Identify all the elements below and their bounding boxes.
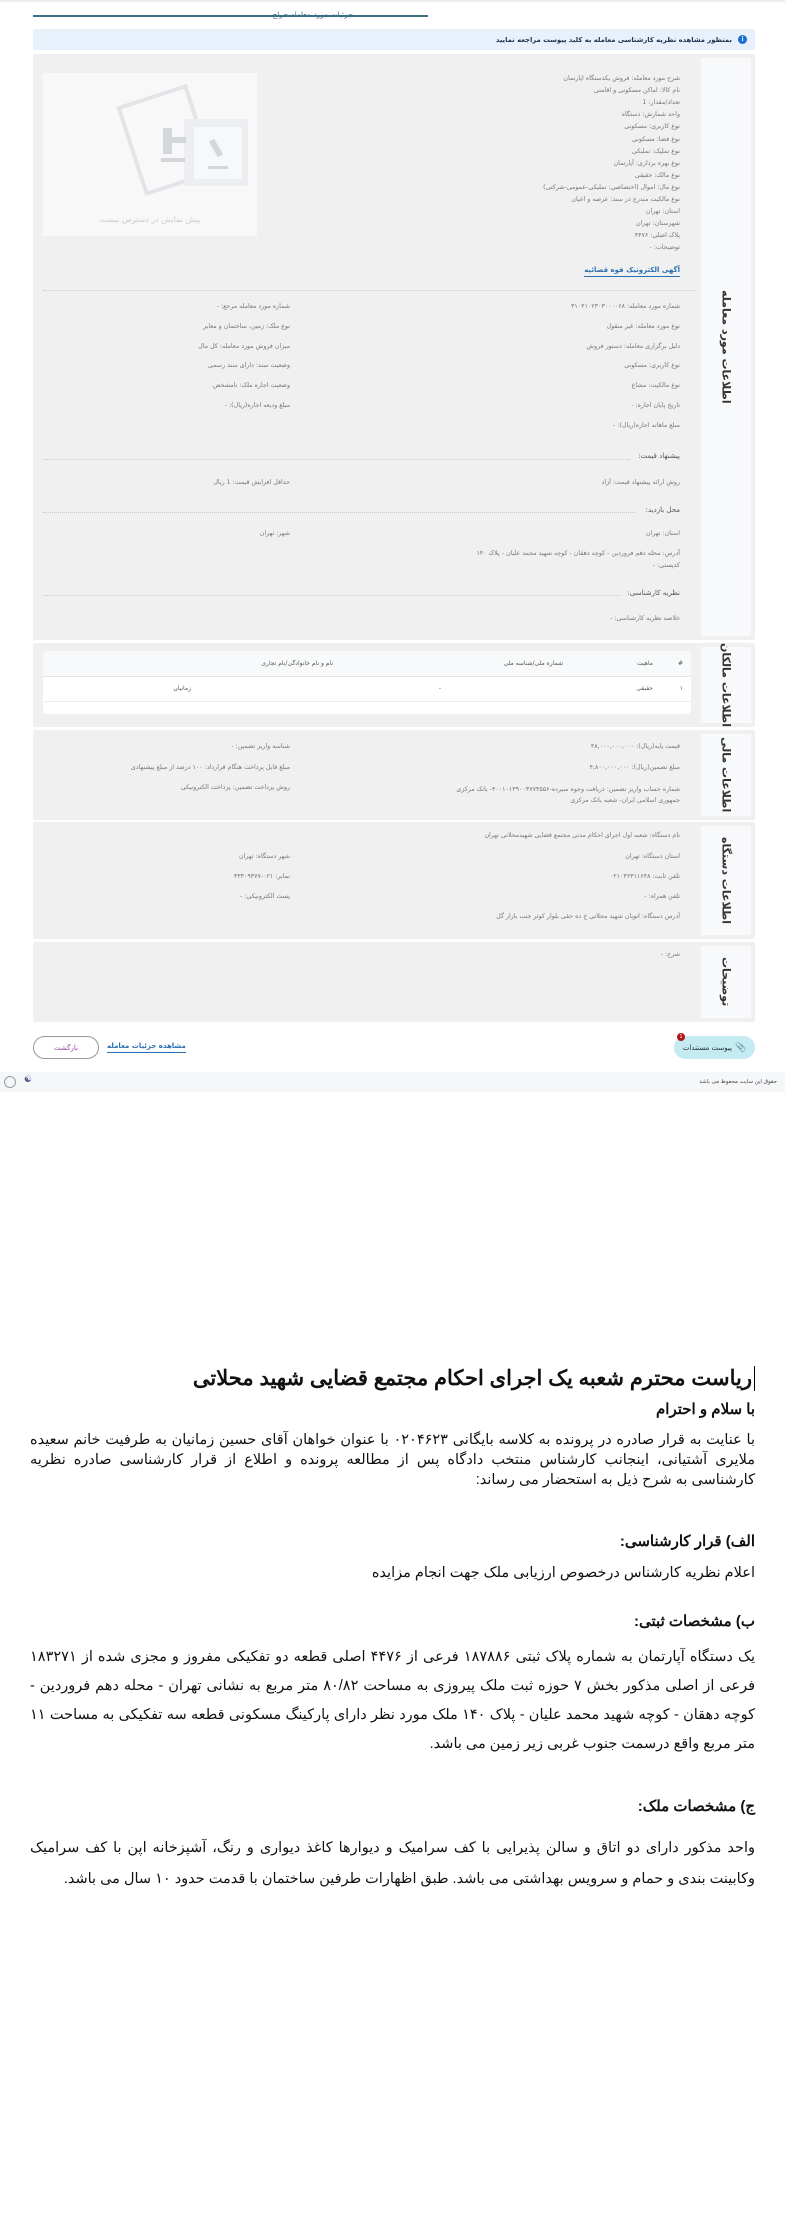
section-description xyxy=(33,942,755,1022)
col-name: نام و نام خانوادگی/نام تجاری xyxy=(43,651,341,676)
field-item: نوع مالک: حقیقی xyxy=(634,171,680,179)
table-row xyxy=(43,676,691,701)
field-item: نوع مالکیت: مشاع xyxy=(631,382,680,390)
field-item: نوع کاربری: مسکونی xyxy=(624,362,680,370)
attachments-count-badge: 1 xyxy=(677,1033,685,1041)
device-email: پست الکترونیکی: - xyxy=(240,893,290,900)
copyright-text: حقوق این سایت محفوظ می باشد xyxy=(699,1079,777,1085)
preview-placeholder xyxy=(43,73,257,236)
section-title: اطلاعات مالی xyxy=(719,737,733,813)
field-item: شرح مورد معامله: فروش یکدستگاه اپارتمان xyxy=(563,75,680,82)
guarantee-payment-method: روش پرداخت تضمین: پرداخت الکترونیکی xyxy=(180,784,290,791)
cell-index: ۱ xyxy=(661,676,691,701)
deal-details-link[interactable]: مشاهده جزئیات معامله xyxy=(107,1042,186,1053)
field-item: نوع مالکیت مندرج در سند: عرصه و اعیان xyxy=(571,196,680,203)
field-item: نوع مال: اموال (اختصاصی: تملیکی-عمومی-شرکتی) xyxy=(543,183,680,191)
expert-heading: نظریه کارشناسی: xyxy=(627,589,680,597)
min-increase: حداقل افزایش قیمت: 1 ریال xyxy=(213,479,290,486)
cell-type: حقیقی xyxy=(571,676,661,701)
attachments-label: پیوست مستندات xyxy=(682,1043,732,1052)
guarantee-amount: مبلغ تضمین(ریال): ۴,۸۰۰,۰۰۰,۰۰۰ xyxy=(589,764,680,771)
field-item: تعداد/مقدار: 1 xyxy=(642,99,680,107)
field-item: نوع تملیک: تملیکی xyxy=(631,147,680,155)
section-label xyxy=(701,643,751,727)
field-item: وضعیت سند: دارای سند رسمی xyxy=(207,362,290,370)
document-greeting: با سلام و احترام xyxy=(656,1401,755,1418)
footer xyxy=(0,1072,785,1092)
field-item: شماره مورد معامله مرجع: - xyxy=(216,303,290,310)
divider xyxy=(43,459,630,460)
col-national-id: شماره ملی/شناسه ملی xyxy=(341,651,571,676)
device-mobile: تلفن همراه: - xyxy=(644,893,680,900)
visit-heading: محل بازدید: xyxy=(645,506,680,514)
section-c-heading: ج) مشخصات ملک: xyxy=(637,1798,755,1815)
section-finance xyxy=(33,730,755,820)
field-item: تاریخ پایان اجاره: - xyxy=(631,402,680,409)
info-banner xyxy=(33,29,755,50)
visit-address: آدرس: محله دهم فروردین - کوچه دهقان - کوچه شهید محمد علیان - پلاک ۱۴۰ xyxy=(476,550,680,557)
section-label xyxy=(701,946,751,1018)
emblem-logo-icon: ☯ xyxy=(23,1075,32,1085)
section-title: اطلاعات مورد معامله xyxy=(719,290,733,404)
section-b-text: یک دستگاه آپارتمان به شماره پلاک ثبتی ۱۸۷۸۸۶ فرعی از ۴۴۷۶ اصلی قطعه دو تفکیکی مفروز و مجزی شده از ۱۸۳۲۷۱ فرعی از اصلی مذکور بخش ۷ حوزه ثبت ملک پیروزی به مساحت ۸۰/۸۲ متر مربع به نشانی تهران - محله دهم فروردین - کوچه دهقان - کوچه شهید محمد علیان - پلاک ۱۴۰ ملک مورد نظر دارای پارکینگ مسکونی قطعه سه تفکیکی به مساحت ۱۱ متر مربع واقع درسمت جنوب غربی زیر زمین می باشد. xyxy=(30,1649,755,1752)
back-button[interactable]: بازگشت xyxy=(33,1036,99,1059)
gavel-icon xyxy=(43,73,257,223)
top-bar xyxy=(0,0,785,2)
device-address: آدرس دستگاه: اتوبان شهید محلاتی خ ده حقی بلوار کوثر جنب بازار گل xyxy=(496,913,680,920)
document-intro: با عنایت به قرار صادره در پرونده به کلاسه بایگانی ۰۲۰۴۶۲۳ با عنوان خواهان آقای حسین زمانیان به طرفیت خانم سعیده ملایری آشتیانی، اینجانب کارشناس منتخب دادگاه پس از مطالعه پرونده و اطلاع از قرار کارشناسی صادره نظریه کارشناسی به شرح ذیل به استحضار می رساند: xyxy=(30,1432,755,1488)
field-item: شهرستان: تهران xyxy=(636,220,680,228)
device-province: استان دستگاه: تهران xyxy=(625,853,680,860)
base-price: قیمت پایه(ریال): ۴۸,۰۰۰,۰۰۰,۰۰۰ xyxy=(590,743,680,750)
device-name: نام دستگاه: شعبه اول اجرای احکام مدنی مجتمع قضایی شهیدمحلاتی تهران xyxy=(484,832,680,839)
contract-payable: مبلغ قابل پرداخت هنگام قرارداد: ۱۰۰ درصد از مبلغ پیشنهادی xyxy=(130,764,290,771)
field-item: میزان فروش مورد معامله: کل مال xyxy=(198,342,290,350)
section-owners xyxy=(33,643,755,727)
info-icon: i xyxy=(738,35,747,44)
paperclip-icon: 📎 xyxy=(734,1042,747,1053)
description-text: شرح: - xyxy=(660,951,680,958)
field-item: واحد شمارش: دستگاه xyxy=(621,111,680,119)
document-title: ریاست محترم شعبه یک اجرای احکام مجتمع قضایی شهید محلاتی xyxy=(193,1366,755,1391)
field-item: نوع کاربری: مسکونی xyxy=(624,123,680,131)
section-label xyxy=(701,58,751,636)
field-item: مبلغ ودیعه اجاره(ریال): - xyxy=(224,402,290,409)
field-item: پلاک اصلی: ۴۴۷۶ xyxy=(634,232,680,240)
attachments-button[interactable] xyxy=(674,1036,755,1059)
device-fax: نمابر: ۰۲۱-۳۳۳۰۹۳۷۷ xyxy=(233,873,290,880)
cell-national-id: - xyxy=(341,676,571,701)
price-heading: پیشنهاد قیمت: xyxy=(638,452,680,460)
field-item: نوع بهره برداری: آپارتمان xyxy=(613,159,680,167)
visit-city: شهر: تهران xyxy=(259,530,290,537)
visit-postal: کدپستی: - xyxy=(652,562,680,569)
field-item: توضیحات: - xyxy=(649,244,680,252)
section-b-heading: ب) مشخصات ثبتی: xyxy=(634,1613,755,1630)
col-type: ماهیت xyxy=(571,651,661,676)
banner-text: بمنظور مشاهده نظریه کارشناسی معامله به کلید پیوست مراجعه نمایید xyxy=(495,35,732,44)
guarantee-id: شناسه واریز تضمین: - xyxy=(231,743,290,750)
section-label xyxy=(701,826,751,935)
section-a-text: اعلام نظریه کارشناس درخصوص ارزیابی ملک جهت انجام مزایده xyxy=(371,1565,755,1581)
visit-province: استان: تهران xyxy=(645,530,680,537)
expert-summary: خلاصه نظریه کارشناسی: - xyxy=(610,615,680,622)
judiciary-logo-icon xyxy=(4,1076,16,1088)
divider xyxy=(43,512,635,513)
field-item: نام کالا: اماکن مسکونی و اقامتی xyxy=(593,87,680,95)
owners-table xyxy=(43,651,691,714)
section-a-heading: الف) قرار کارشناسی: xyxy=(619,1533,755,1550)
divider xyxy=(43,290,695,291)
section-label xyxy=(701,734,751,816)
divider xyxy=(43,595,620,596)
device-phone: تلفن ثابت: ۰۲۱۰۳۶۳۱۱۶۴۸ xyxy=(609,873,680,880)
field-item: نوع فضا: مسکونی xyxy=(632,135,680,143)
device-city: شهر دستگاه: تهران xyxy=(239,853,290,860)
title-divider xyxy=(33,15,428,17)
section-deal-info xyxy=(33,54,755,640)
section-title: توضیحات xyxy=(719,957,733,1007)
field-item: شماره مورد معامله: ۳۱۰۴۱۰۲۳۰۳۰۰۰۰۶۸ xyxy=(570,303,680,310)
electronic-notice-link[interactable]: آگهی الکترونیک قوه قضائیه xyxy=(584,266,680,277)
section-title: اطلاعات دستگاه xyxy=(719,837,733,924)
field-item: دلیل برگزاری معامله: دستور فروش xyxy=(586,342,680,350)
section-c-text: واحد مذکور دارای دو اتاق و سالن پذیرایی با کف سرامیک و دیوارها کاغذ دیواری و رنگ، آشپزخانه اپن با کف سرامیک وکابینت بندی و حمام و سرویس بهداشتی می باشد. طبق اظهارات طرفین ساختمان با قدمت حدود ۱۰ سال می باشد. xyxy=(30,1840,755,1887)
price-method: روش ارائه پیشنهاد قیمت: آزاد xyxy=(601,479,680,486)
section-device xyxy=(33,822,755,939)
guarantee-account: شماره حساب واریز تضمین: دریافت وجوه سپرده-۴۰۰۱۰۱۳۹۰۰۳۷۷۳۵۵۶- بانک مرکزی جمهوری اسلامی ایران- شعبه بانک مرکزی xyxy=(456,786,680,804)
field-item: نوع ملک: زمین، ساختمان و معابر xyxy=(203,322,290,330)
field-item: مبلغ ماهانه اجاره(ریال): - xyxy=(613,421,680,429)
cell-name: زمانیان xyxy=(43,676,341,701)
col-index: # xyxy=(661,651,691,676)
table-header xyxy=(43,651,691,676)
preview-unavailable-text: پیش نمایش در دسترس نیست xyxy=(99,215,201,224)
field-item: وضعیت اجاره ملک: نامشخص xyxy=(212,382,290,390)
section-title: اطلاعات مالکان xyxy=(719,643,733,727)
field-item: استان: تهران xyxy=(645,208,680,216)
field-item: نوع مورد معامله: غیر منقول xyxy=(606,322,680,330)
